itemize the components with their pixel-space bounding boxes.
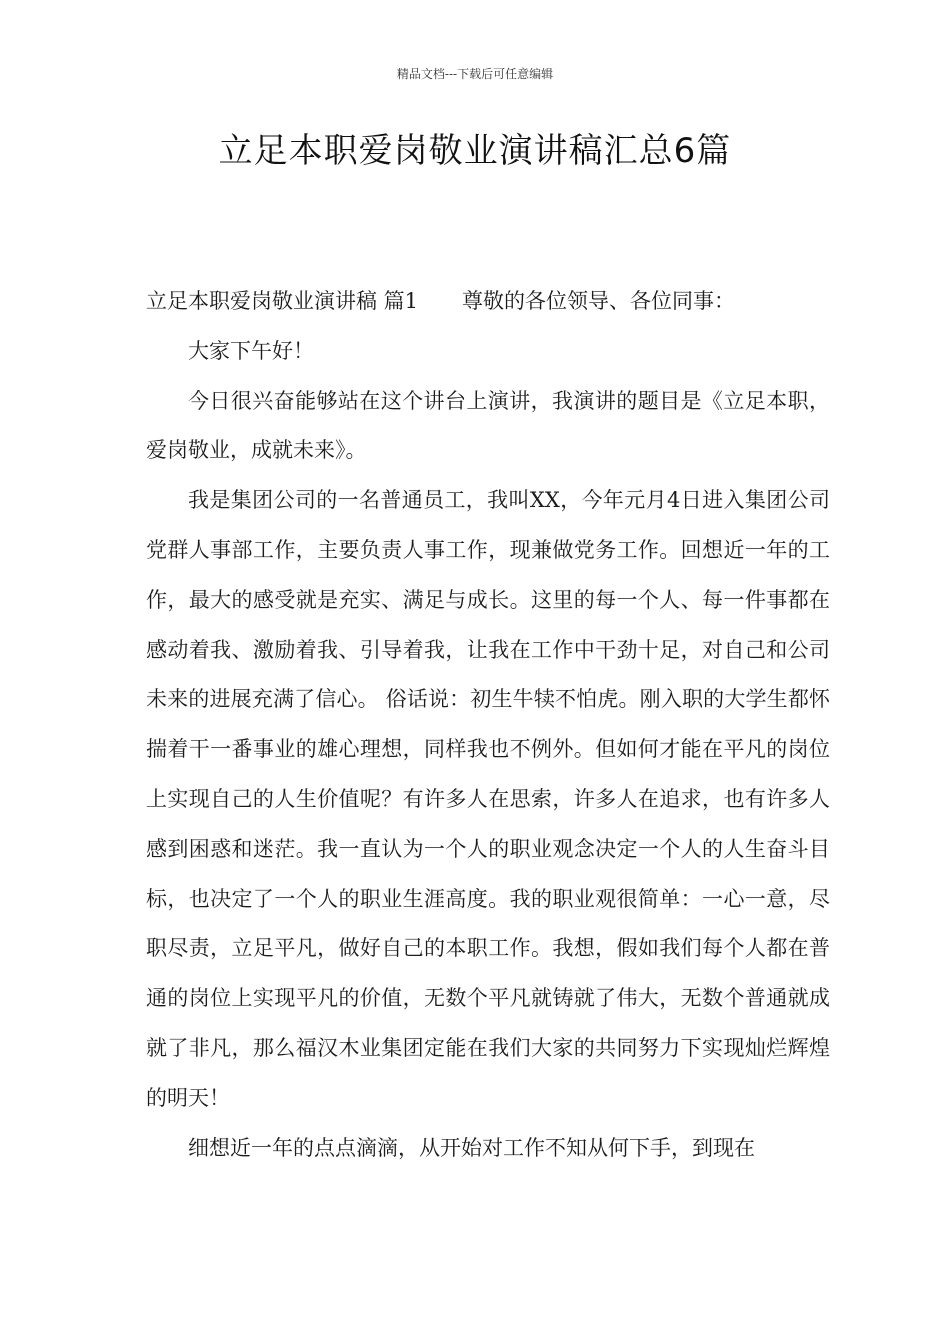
paragraph: 今日很兴奋能够站在这个讲台上演讲，我演讲的题目是《立足本职，爱岗敬业，成就未来》。 [146,388,830,463]
paragraph: 我是集团公司的一名普通员工，我叫XX，今年元月4日进入集团公司党群人事部工作，主要负责人事工作，现兼做党务工作。回想近一年的工作，最大的感受就是充实、满足与成长。这里的每一个人、每一件事都在感动着我、激励着我、引导着我，让我在工作中干劲十足，对自己和公司未来的进展充满了信心。 俗话说：初生牛犊不怕虎。刚入职的大学生都怀揣着干一番事业的雄心理想，同样我也不例外。但如何才能在平凡的岗位上实现自己的人生价值呢？有许多人在思索，许多人在追求，也有许多人感到困惑和迷茫。我一直认为一个人的职业观念决定一个人的人生奋斗目标，也决定了一个人的职业生涯高度。我的职业观很简单：一心一意，尽职尽责，立足平凡，做好自己的本职工作。我想，假如我们每个人都在普通的岗位上实现平凡的价值，无数个平凡就铸就了伟大，无数个普通就成就了非凡，那么福汉木业集团定能在我们大家的共同努力下实现灿烂辉煌的明天！ [146,488,830,1110]
document-title: 立足本职爱岗敬业演讲稿汇总6篇 [218,131,732,171]
salutation: 尊敬的各位领导、各位同事： [462,289,736,313]
header-note: 精品文档---下载后可任意编辑 [396,67,554,81]
paragraph: 细想近一年的点点滴滴，从开始对工作不知从何下手，到现在 [188,1135,755,1160]
paragraph: 大家下午好！ [188,338,314,363]
section-heading: 立足本职爱岗敬业演讲稿 篇1 [146,289,419,313]
document-body [146,277,830,1173]
section-heading-line [146,277,830,327]
